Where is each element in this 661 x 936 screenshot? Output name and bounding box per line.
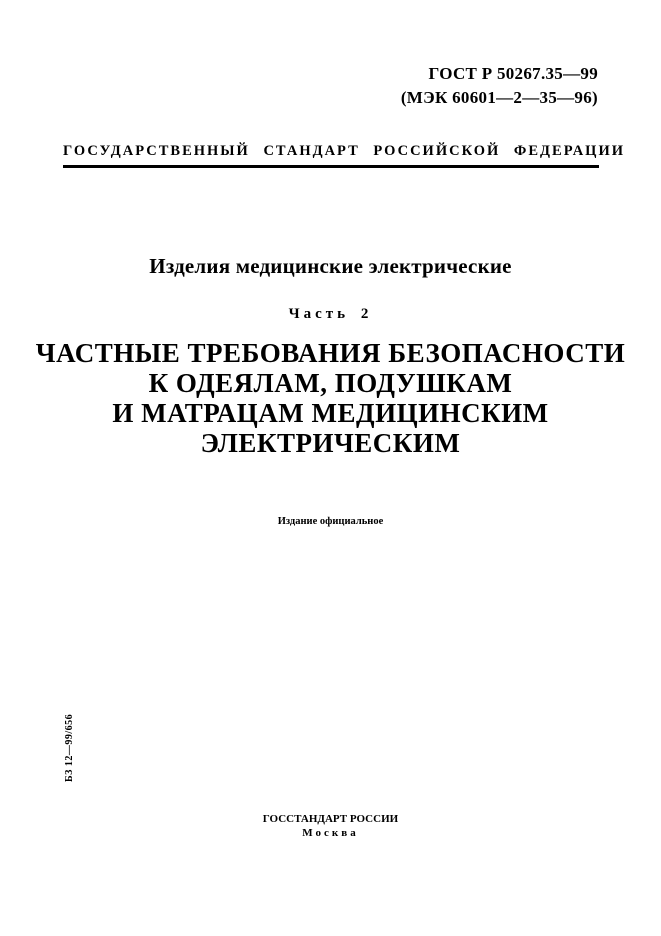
- state-standard-heading: ГОСУДАРСТВЕННЫЙ СТАНДАРТ РОССИЙСКОЙ ФЕДЕРАЦИИ: [63, 143, 626, 159]
- publisher-name: ГОССТАНДАРТ РОССИИ: [262, 813, 399, 825]
- title-line: ЭЛЕКТРИЧЕСКИМ: [200, 428, 461, 458]
- title-line: И МАТРАЦАМ МЕДИЦИНСКИМ: [112, 398, 549, 428]
- title-line: К ОДЕЯЛАМ, ПОДУШКАМ: [148, 368, 513, 398]
- gost-code: ГОСТ Р 50267.35—99: [428, 64, 598, 83]
- publisher-city: Москва: [302, 827, 359, 839]
- edition-label: Издание официальное: [277, 516, 384, 527]
- vertical-registration-code: БЗ 12—99/656: [64, 713, 75, 782]
- heading-divider: [63, 165, 599, 168]
- document-title: [0, 338, 661, 458]
- part-label: Часть 2: [288, 306, 373, 322]
- document-code-block: [401, 62, 598, 110]
- document-subject: Изделия медицинские электрические: [149, 254, 512, 278]
- title-line: ЧАСТНЫЕ ТРЕБОВАНИЯ БЕЗОПАСНОСТИ: [35, 338, 626, 368]
- publisher-block: [0, 812, 661, 840]
- iec-code: (МЭК 60601—2—35—96): [400, 88, 598, 107]
